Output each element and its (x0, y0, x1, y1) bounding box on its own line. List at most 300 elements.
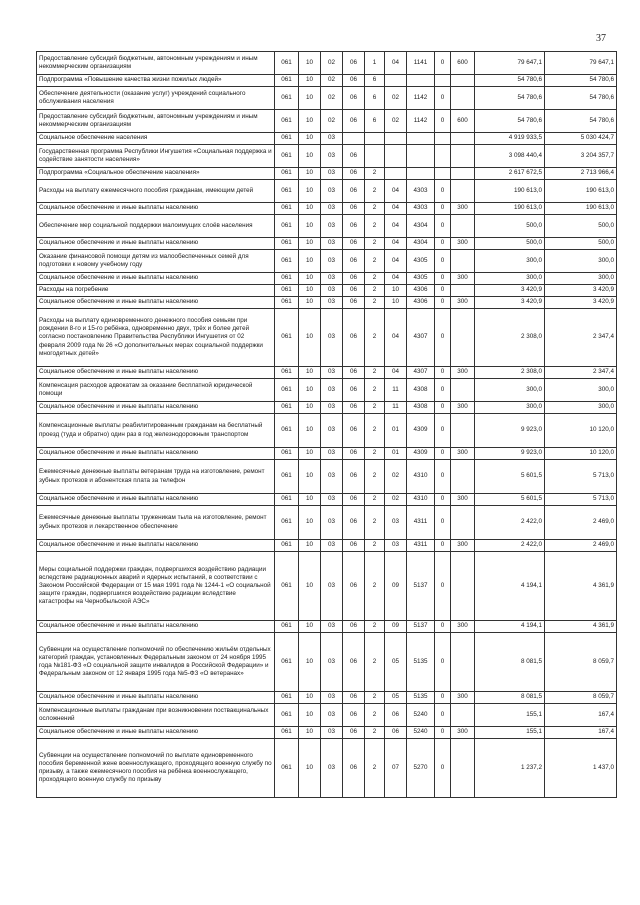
admin-code: 061 (275, 727, 299, 739)
amount-year-2: 300,0 (545, 273, 617, 285)
measure-code: 10 (385, 297, 407, 309)
amount-year-2: 5 713,0 (545, 460, 617, 494)
amount-year-2: 54 780,6 (545, 75, 617, 87)
zero-code (435, 75, 451, 87)
row-name: Подпрограмма «Повышение качества жизни пожилых людей» (37, 75, 275, 87)
amount-year-2: 300,0 (545, 250, 617, 273)
expense-type-code (451, 75, 475, 87)
row-name: Расходы на выплату единовременного денежного пособия семьям при рождении 8-го и 15-го ребёнка, одновременно двух, трёх и более детей согласно постановлению Правительства Республики Ингушетия от 02 февраля 2009 года № 26 «О дополнительных мерах социальной поддержки многодетных детей» (37, 309, 275, 367)
measure-code: 06 (385, 727, 407, 739)
expense-type-code: 300 (451, 692, 475, 704)
direction-code: 4306 (407, 297, 435, 309)
zero-code: 0 (435, 552, 451, 621)
amount-year-2: 300,0 (545, 402, 617, 414)
table-row (37, 145, 617, 168)
admin-code: 061 (275, 309, 299, 367)
row-name: Социальное обеспечение и иные выплаты населению (37, 540, 275, 552)
row-name: Субвенции на осуществление полномочий по выплате единовременного пособия беременной жене военнослужащего, проходящего военную службу по призыву, а также ежемесячного пособия на ребёнка военнослужащего, проходящего военную службу по призыву (37, 739, 275, 798)
subprogram-code (365, 145, 385, 168)
table-row (37, 285, 617, 297)
subsection-code: 03 (321, 133, 343, 145)
row-name: Подпрограмма «Социальное обеспечение населения» (37, 168, 275, 180)
zero-code: 0 (435, 273, 451, 285)
section-code: 10 (299, 692, 321, 704)
admin-code: 061 (275, 379, 299, 402)
admin-code: 061 (275, 704, 299, 727)
admin-code: 061 (275, 297, 299, 309)
direction-code: 5135 (407, 692, 435, 704)
measure-code: 04 (385, 238, 407, 250)
subprogram-code: 2 (365, 552, 385, 621)
measure-code: 06 (385, 704, 407, 727)
zero-code: 0 (435, 250, 451, 273)
expense-type-code (451, 133, 475, 145)
row-name: Социальное обеспечение и иные выплаты населению (37, 238, 275, 250)
section-code: 10 (299, 250, 321, 273)
program-code: 06 (343, 297, 365, 309)
amount-year-1: 79 647,1 (475, 52, 545, 75)
table-row (37, 250, 617, 273)
zero-code: 0 (435, 203, 451, 215)
program-code: 06 (343, 180, 365, 203)
direction-code: 5270 (407, 739, 435, 798)
section-code: 10 (299, 494, 321, 506)
table-row (37, 633, 617, 692)
zero-code: 0 (435, 285, 451, 297)
row-name: Социальное обеспечение и иные выплаты населению (37, 203, 275, 215)
program-code: 06 (343, 273, 365, 285)
direction-code: 4305 (407, 250, 435, 273)
program-code: 06 (343, 379, 365, 402)
admin-code: 061 (275, 75, 299, 87)
direction-code: 4306 (407, 285, 435, 297)
table-row (37, 379, 617, 402)
expense-type-code: 600 (451, 52, 475, 75)
direction-code: 4309 (407, 414, 435, 448)
row-name: Обеспечение деятельности (оказание услуг) учреждений социального обслуживания населения (37, 87, 275, 110)
program-code: 06 (343, 203, 365, 215)
measure-code: 04 (385, 309, 407, 367)
section-code: 10 (299, 552, 321, 621)
subprogram-code: 2 (365, 250, 385, 273)
admin-code: 061 (275, 133, 299, 145)
zero-code: 0 (435, 448, 451, 460)
zero-code: 0 (435, 52, 451, 75)
subprogram-code: 2 (365, 704, 385, 727)
zero-code: 0 (435, 727, 451, 739)
amount-year-1: 9 923,0 (475, 448, 545, 460)
subsection-code: 03 (321, 692, 343, 704)
direction-code: 1142 (407, 87, 435, 110)
row-name: Ежемесячные денежные выплаты ветеранам труда на изготовление, ремонт зубных протезов и абонентская плата за телефон (37, 460, 275, 494)
subprogram-code: 2 (365, 203, 385, 215)
subsection-code: 02 (321, 75, 343, 87)
expense-type-code (451, 250, 475, 273)
admin-code: 061 (275, 145, 299, 168)
amount-year-2: 54 780,6 (545, 87, 617, 110)
subprogram-code: 2 (365, 739, 385, 798)
section-code: 10 (299, 180, 321, 203)
subsection-code: 03 (321, 273, 343, 285)
admin-code: 061 (275, 506, 299, 540)
table-row (37, 704, 617, 727)
section-code: 10 (299, 309, 321, 367)
direction-code: 5137 (407, 621, 435, 633)
direction-code: 4303 (407, 203, 435, 215)
program-code: 06 (343, 75, 365, 87)
program-code: 06 (343, 727, 365, 739)
subprogram-code: 2 (365, 727, 385, 739)
subsection-code: 03 (321, 552, 343, 621)
measure-code: 03 (385, 540, 407, 552)
amount-year-2: 10 120,0 (545, 448, 617, 460)
table-row (37, 739, 617, 798)
measure-code (385, 75, 407, 87)
subprogram-code: 2 (365, 448, 385, 460)
zero-code: 0 (435, 367, 451, 379)
measure-code: 04 (385, 273, 407, 285)
row-name: Социальное обеспечение и иные выплаты населению (37, 727, 275, 739)
amount-year-2: 54 780,6 (545, 110, 617, 133)
subprogram-code: 2 (365, 297, 385, 309)
direction-code: 4304 (407, 238, 435, 250)
section-code: 10 (299, 727, 321, 739)
subsection-code: 03 (321, 739, 343, 798)
amount-year-2: 4 361,9 (545, 552, 617, 621)
table-row (37, 309, 617, 367)
direction-code: 4307 (407, 309, 435, 367)
amount-year-1: 2 617 672,5 (475, 168, 545, 180)
measure-code: 04 (385, 250, 407, 273)
subprogram-code: 2 (365, 273, 385, 285)
amount-year-1: 5 601,5 (475, 494, 545, 506)
subprogram-code: 6 (365, 110, 385, 133)
program-code: 06 (343, 633, 365, 692)
subsection-code: 02 (321, 110, 343, 133)
amount-year-2: 4 361,9 (545, 621, 617, 633)
subprogram-code: 2 (365, 633, 385, 692)
amount-year-2: 1 437,0 (545, 739, 617, 798)
table-row (37, 506, 617, 540)
row-name: Ежемесячные денежные выплаты труженикам тыла на изготовление, ремонт зубных протезов и лекарственное обеспечение (37, 506, 275, 540)
amount-year-1: 300,0 (475, 250, 545, 273)
subprogram-code: 2 (365, 379, 385, 402)
amount-year-2: 2 347,4 (545, 367, 617, 379)
expense-type-code: 300 (451, 448, 475, 460)
program-code: 06 (343, 309, 365, 367)
zero-code: 0 (435, 633, 451, 692)
subsection-code: 03 (321, 285, 343, 297)
program-code: 06 (343, 552, 365, 621)
zero-code: 0 (435, 297, 451, 309)
subsection-code: 03 (321, 402, 343, 414)
subsection-code: 03 (321, 506, 343, 540)
section-code: 10 (299, 367, 321, 379)
section-code: 10 (299, 506, 321, 540)
table-row (37, 273, 617, 285)
row-name: Предоставление субсидий бюджетным, автономным учреждениям и иным некоммерческим организациям (37, 110, 275, 133)
subsection-code: 03 (321, 494, 343, 506)
amount-year-1: 3 420,9 (475, 285, 545, 297)
subprogram-code: 1 (365, 52, 385, 75)
subprogram-code: 2 (365, 168, 385, 180)
table-row (37, 460, 617, 494)
amount-year-2: 167,4 (545, 704, 617, 727)
expense-type-code (451, 460, 475, 494)
table-row (37, 110, 617, 133)
zero-code: 0 (435, 110, 451, 133)
row-name: Расходы на выплату ежемесячного пособия гражданам, имеющим детей (37, 180, 275, 203)
expense-type-code (451, 87, 475, 110)
table-row (37, 414, 617, 448)
admin-code: 061 (275, 633, 299, 692)
program-code: 06 (343, 215, 365, 238)
measure-code (385, 145, 407, 168)
measure-code: 11 (385, 402, 407, 414)
measure-code: 11 (385, 379, 407, 402)
subsection-code: 03 (321, 297, 343, 309)
admin-code: 061 (275, 87, 299, 110)
direction-code: 1141 (407, 52, 435, 75)
amount-year-2: 167,4 (545, 727, 617, 739)
zero-code: 0 (435, 621, 451, 633)
subprogram-code: 2 (365, 180, 385, 203)
table-row (37, 540, 617, 552)
program-code: 06 (343, 460, 365, 494)
row-name: Социальное обеспечение и иные выплаты населению (37, 621, 275, 633)
zero-code: 0 (435, 379, 451, 402)
admin-code: 061 (275, 180, 299, 203)
zero-code: 0 (435, 692, 451, 704)
expense-type-code: 300 (451, 297, 475, 309)
amount-year-2: 2 713 966,4 (545, 168, 617, 180)
amount-year-1: 300,0 (475, 402, 545, 414)
section-code: 10 (299, 540, 321, 552)
measure-code (385, 168, 407, 180)
measure-code: 01 (385, 414, 407, 448)
table-row (37, 402, 617, 414)
admin-code: 061 (275, 448, 299, 460)
direction-code: 5135 (407, 633, 435, 692)
amount-year-2: 190 613,0 (545, 203, 617, 215)
expense-type-code: 300 (451, 727, 475, 739)
expense-type-code: 300 (451, 367, 475, 379)
subsection-code: 03 (321, 250, 343, 273)
program-code: 06 (343, 448, 365, 460)
amount-year-1: 54 780,6 (475, 110, 545, 133)
table-row (37, 238, 617, 250)
program-code: 06 (343, 250, 365, 273)
amount-year-1: 4 919 933,5 (475, 133, 545, 145)
amount-year-2: 3 420,9 (545, 285, 617, 297)
amount-year-1: 4 194,1 (475, 552, 545, 621)
subsection-code: 03 (321, 379, 343, 402)
zero-code (435, 133, 451, 145)
row-name: Социальное обеспечение и иные выплаты населению (37, 692, 275, 704)
expense-type-code (451, 739, 475, 798)
amount-year-1: 2 308,0 (475, 309, 545, 367)
direction-code: 5137 (407, 552, 435, 621)
row-name: Социальное обеспечение и иные выплаты населению (37, 367, 275, 379)
amount-year-2: 500,0 (545, 238, 617, 250)
row-name: Социальное обеспечение и иные выплаты населению (37, 297, 275, 309)
table-row (37, 727, 617, 739)
section-code: 10 (299, 238, 321, 250)
admin-code: 061 (275, 367, 299, 379)
expense-type-code (451, 215, 475, 238)
table-row (37, 87, 617, 110)
table-row (37, 215, 617, 238)
subsection-code: 03 (321, 309, 343, 367)
amount-year-2: 2 347,4 (545, 309, 617, 367)
amount-year-1: 54 780,6 (475, 75, 545, 87)
direction-code: 4311 (407, 506, 435, 540)
program-code: 06 (343, 145, 365, 168)
table-row (37, 203, 617, 215)
row-name: Оказание финансовой помощи детям из малообеспеченных семей для подготовки к новому учебному году (37, 250, 275, 273)
amount-year-1: 54 780,6 (475, 87, 545, 110)
direction-code: 4310 (407, 460, 435, 494)
subsection-code: 03 (321, 145, 343, 168)
subsection-code: 03 (321, 448, 343, 460)
zero-code: 0 (435, 215, 451, 238)
subsection-code: 03 (321, 621, 343, 633)
section-code: 10 (299, 87, 321, 110)
subprogram-code: 2 (365, 460, 385, 494)
subsection-code: 02 (321, 52, 343, 75)
page-number: 37 (596, 33, 606, 44)
subsection-code: 03 (321, 168, 343, 180)
expense-type-code: 300 (451, 540, 475, 552)
measure-code: 04 (385, 52, 407, 75)
table-row (37, 52, 617, 75)
table-row (37, 168, 617, 180)
expense-type-code (451, 168, 475, 180)
zero-code: 0 (435, 180, 451, 203)
admin-code: 061 (275, 215, 299, 238)
amount-year-1: 190 613,0 (475, 203, 545, 215)
direction-code (407, 145, 435, 168)
budget-table-body (37, 52, 617, 798)
expense-type-code (451, 506, 475, 540)
section-code: 10 (299, 379, 321, 402)
zero-code: 0 (435, 704, 451, 727)
subprogram-code: 2 (365, 540, 385, 552)
section-code: 10 (299, 739, 321, 798)
admin-code: 061 (275, 273, 299, 285)
direction-code: 4304 (407, 215, 435, 238)
amount-year-2: 79 647,1 (545, 52, 617, 75)
row-name: Расходы на погребение (37, 285, 275, 297)
zero-code: 0 (435, 414, 451, 448)
zero-code: 0 (435, 739, 451, 798)
amount-year-1: 8 081,5 (475, 692, 545, 704)
expense-type-code (451, 285, 475, 297)
program-code: 06 (343, 414, 365, 448)
amount-year-1: 5 601,5 (475, 460, 545, 494)
admin-code: 061 (275, 552, 299, 621)
program-code: 06 (343, 52, 365, 75)
row-name: Субвенции на осуществление полномочий по обеспечению жильём отдельных категорий граждан, установленных Федеральным законом от 24 ноября 1995 года №181-ФЗ «О социальной защите инвалидов в Российской Федерации» и Федеральным законом от 12 января 1995 года №5-ФЗ «О ветеранах» (37, 633, 275, 692)
subprogram-code: 2 (365, 309, 385, 367)
amount-year-1: 2 422,0 (475, 506, 545, 540)
program-code: 06 (343, 367, 365, 379)
table-row (37, 494, 617, 506)
row-name: Социальное обеспечение и иные выплаты населению (37, 494, 275, 506)
amount-year-2: 500,0 (545, 215, 617, 238)
zero-code: 0 (435, 87, 451, 110)
subprogram-code: 6 (365, 87, 385, 110)
admin-code: 061 (275, 460, 299, 494)
measure-code: 02 (385, 494, 407, 506)
table-row (37, 297, 617, 309)
amount-year-1: 500,0 (475, 215, 545, 238)
subprogram-code: 2 (365, 367, 385, 379)
expense-type-code (451, 379, 475, 402)
table-row (37, 367, 617, 379)
expense-type-code: 300 (451, 203, 475, 215)
admin-code: 061 (275, 203, 299, 215)
amount-year-1: 155,1 (475, 727, 545, 739)
expense-type-code: 300 (451, 273, 475, 285)
row-name: Социальное обеспечение и иные выплаты населению (37, 273, 275, 285)
amount-year-1: 3 098 440,4 (475, 145, 545, 168)
direction-code: 4308 (407, 379, 435, 402)
measure-code: 04 (385, 367, 407, 379)
program-code: 06 (343, 110, 365, 133)
subprogram-code: 2 (365, 238, 385, 250)
section-code: 10 (299, 297, 321, 309)
measure-code: 01 (385, 448, 407, 460)
zero-code: 0 (435, 309, 451, 367)
amount-year-1: 155,1 (475, 704, 545, 727)
subprogram-code (365, 133, 385, 145)
section-code: 10 (299, 633, 321, 692)
direction-code: 4311 (407, 540, 435, 552)
expense-type-code (451, 309, 475, 367)
amount-year-1: 8 081,5 (475, 633, 545, 692)
program-code: 06 (343, 87, 365, 110)
program-code (343, 133, 365, 145)
amount-year-1: 300,0 (475, 379, 545, 402)
expense-type-code (451, 145, 475, 168)
section-code: 10 (299, 133, 321, 145)
row-name: Обеспечение мер социальной поддержки малоимущих слоёв населения (37, 215, 275, 238)
expense-type-code: 300 (451, 402, 475, 414)
direction-code (407, 75, 435, 87)
admin-code: 061 (275, 110, 299, 133)
section-code: 10 (299, 273, 321, 285)
amount-year-1: 300,0 (475, 273, 545, 285)
measure-code: 09 (385, 621, 407, 633)
expense-type-code (451, 704, 475, 727)
admin-code: 061 (275, 402, 299, 414)
zero-code: 0 (435, 460, 451, 494)
admin-code: 061 (275, 692, 299, 704)
amount-year-2: 5 713,0 (545, 494, 617, 506)
amount-year-2: 2 469,0 (545, 506, 617, 540)
measure-code: 09 (385, 552, 407, 621)
admin-code: 061 (275, 250, 299, 273)
program-code: 06 (343, 692, 365, 704)
section-code: 10 (299, 414, 321, 448)
admin-code: 061 (275, 238, 299, 250)
direction-code (407, 168, 435, 180)
measure-code: 02 (385, 460, 407, 494)
measure-code: 04 (385, 215, 407, 238)
measure-code: 07 (385, 739, 407, 798)
section-code: 10 (299, 75, 321, 87)
